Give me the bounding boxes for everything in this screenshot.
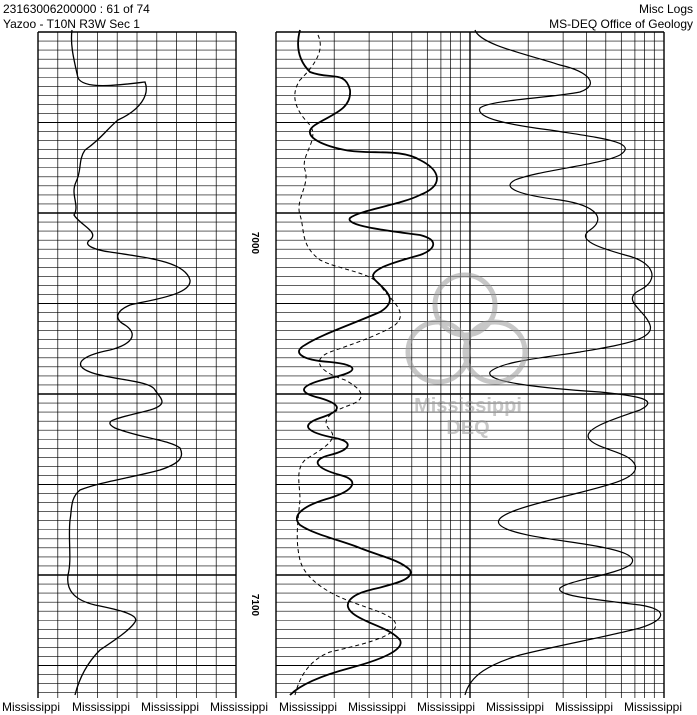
- depth-label-lower: 7100: [249, 593, 260, 617]
- footer-item: Mississippi: [279, 700, 338, 714]
- agency-name: MS-DEQ Office of Geology: [549, 17, 693, 31]
- left-track-curve: [68, 30, 190, 695]
- footer-item: Mississippi: [348, 700, 407, 714]
- depth-label-upper: 7000: [249, 231, 260, 255]
- footer-item: Mississippi: [555, 700, 614, 714]
- footer-item: Mississippi: [72, 700, 131, 714]
- footer-item: Mississippi: [417, 700, 476, 714]
- watermark-line-2: DEQ: [446, 417, 490, 439]
- header-right: [549, 2, 693, 32]
- footer-item: Mississippi: [141, 700, 200, 714]
- watermark-line-1: Mississippi: [414, 395, 522, 417]
- mississippi-deq-watermark: [408, 275, 525, 439]
- header-left: [3, 2, 150, 32]
- footer-item: Mississippi: [2, 700, 61, 714]
- watermark-ring-left: [408, 322, 468, 382]
- footer-item: Mississippi: [486, 700, 545, 714]
- footer-item: Mississippi: [624, 700, 683, 714]
- footer-watermark-strip: [0, 700, 697, 715]
- well-id: 23163006200000 : 61 of 74: [3, 2, 150, 16]
- log-category: Misc Logs: [638, 2, 693, 16]
- well-location: Yazoo - T10N R3W Sec 1: [3, 17, 140, 31]
- footer-item: Mississippi: [210, 700, 269, 714]
- watermark-ring-right: [465, 322, 525, 382]
